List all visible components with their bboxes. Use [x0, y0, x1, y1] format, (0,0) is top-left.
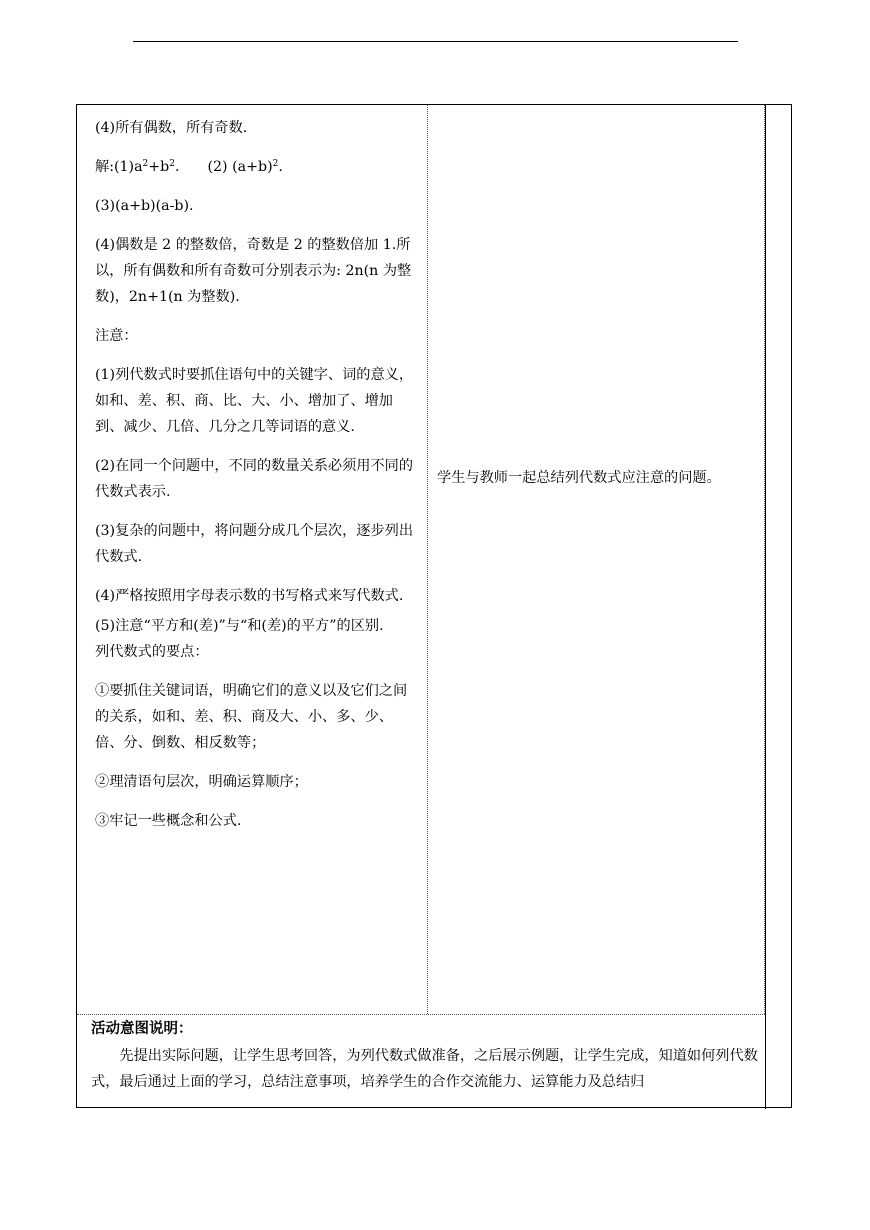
key-point-3: ③牢记一些概念和公式. — [95, 813, 242, 829]
solution-4: (4)偶数是 2 的整数倍，奇数是 2 的整数倍加 1.所以，所有偶数和所有奇数可分别表示为: 2n(n 为整数)，2n+1(n 为整数). — [95, 237, 412, 305]
lesson-table — [76, 104, 792, 1108]
note-1: (1)列代数式时要抓住语句中的关键字、词的意义，如和、差、积、商、比、大、小、增加了、增加到、减少、几倍、几分之几等词语的意义. — [95, 367, 414, 435]
teacher-activity-cell — [95, 115, 421, 847]
note-4: (4)严格按照用字母表示数的书写格式来写代数式. — [95, 588, 404, 604]
column-divider-right — [765, 105, 766, 1109]
solution-3: (3)(a+b)(a-b). — [95, 198, 194, 214]
key-point-2: ②理清语句层次，明确运算顺序； — [95, 774, 308, 790]
header-rule — [133, 41, 738, 42]
note-3: (3)复杂的问题中，将问题分成几个层次，逐步列出代数式. — [95, 523, 414, 565]
student-activity-cell — [437, 467, 757, 487]
note-2: (2)在同一个问题中，不同的数量关系必须用不同的代数式表示. — [95, 458, 414, 500]
row-divider — [77, 1014, 765, 1015]
activity-intent-body: 先提出实际问题，让学生思考回答，为列代数式做准备，之后展示例题，让学生完成，知道如何列代数式，最后通过上面的学习，总结注意事项，培养学生的合作交流能力、运算能力及总结归 — [91, 1048, 758, 1090]
item-4-question: (4)所有偶数，所有奇数. — [95, 120, 248, 136]
solution-line: 解$:(1)a^2+b^2$. (2) $(a+b)^2$. — [95, 159, 283, 175]
key-point-1: ①要抓住关键词语，明确它们的意义以及它们之间的关系，如和、差、积、商及大、小、多、少、倍、分、倒数、相反数等； — [95, 683, 408, 751]
activity-intent-cell — [91, 1019, 763, 1095]
column-divider-left — [427, 105, 428, 1014]
notes-heading: 注意： — [95, 328, 138, 344]
student-activity-text: 学生与教师一起总结列代数式应注意的问题。 — [437, 470, 721, 486]
note-5: (5)注意“平方和(差)”与“和(差)的平方”的区别. — [95, 618, 384, 634]
key-points-heading: 列代数式的要点： — [95, 644, 209, 660]
activity-intent-title: 活动意图说明： — [91, 1021, 193, 1037]
